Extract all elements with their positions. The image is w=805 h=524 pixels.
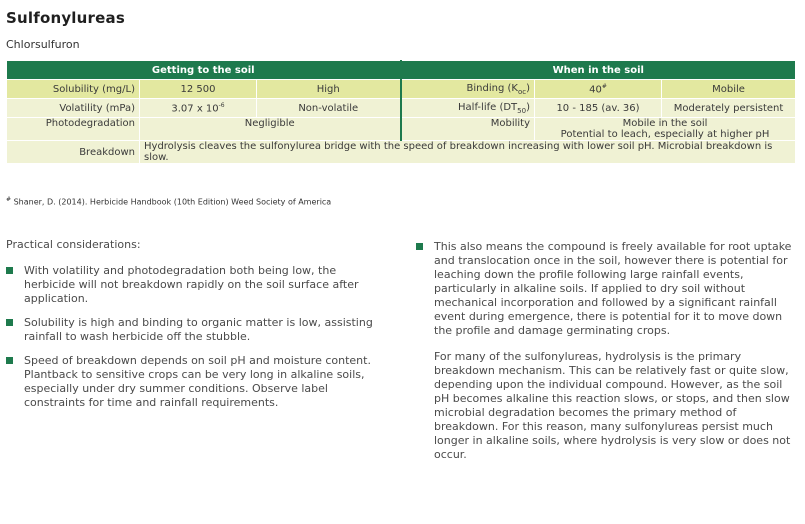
volatility-label: Volatility (mPa) [7,99,140,118]
bullet-square-icon [416,243,423,250]
header-getting-to-soil: Getting to the soil [7,61,401,80]
binding-value: 40# [535,80,662,99]
footnote: # Shaner, D. (2014). Herbicide Handbook (10th Edition) Weed Society of America [6,196,332,207]
header-when-in-soil: When in the soil [401,61,796,80]
solubility-class: High [257,80,401,99]
photodegradation-class: Negligible [140,118,401,141]
bullet-list [6,264,376,410]
bullet-square-icon [6,357,13,364]
bullet-square-icon [6,319,13,326]
breakdown-paragraph: For many of the sulfonylureas, hydrolysis is the primary breakdown mechanism. This can be relatively fast or quite slow, depending upon the individual compound. However, as the soil pH becomes alkaline this reaction slows, or stops, and then slow microbial degradation becomes the primary method of breakdown. For this reason, many sulfonylureas persist much longer in alkaline soils, where hydrolysis is very slow or does not occur. [434,350,791,461]
table-row [7,99,796,118]
binding-class: Mobile [662,80,796,99]
binding-label: Binding $(K_{oc})$ [401,80,535,99]
list-item: Solubility is high and binding to organic matter is low, assisting rainfall to wash herbicide off the stubble. [6,316,376,344]
table-row [7,80,796,99]
table-header-row [7,61,796,80]
breakdown-label: Breakdown [7,141,140,164]
section-heading: Practical considerations: [6,238,141,251]
table-row [7,118,796,141]
volatility-value: 3.07 x $10^{-6}$ [140,99,257,118]
half-life-label: Half-life $(DT_{50})$ [401,99,535,118]
table-row [7,141,796,164]
solubility-label: Solubility (mg/L) [7,80,140,99]
properties-table [6,60,796,164]
half-life-value: 10 - 185 (av. 36) [535,99,662,118]
solubility-value: 12 500 [140,80,257,99]
practical-considerations [6,238,376,420]
mobility-label: Mobility [401,118,535,141]
list-item: With volatility and photodegradation both being low, the herbicide will not breakdown rapidly on the soil surface after application. [6,264,376,306]
mobility-class: Mobile in the soil Potential to leach, especially at higher pH [535,118,796,141]
page-title: Sulfonylureas [6,9,125,27]
compound-name: Chlorsulfuron [6,38,80,51]
right-column [416,240,798,462]
list-item: Speed of breakdown depends on soil pH and moisture content. Plantback to sensitive crops can be very long in alkaline soils, especially under dry summer conditions. Observe label constraints for time and rainfall requirements. [6,354,376,410]
breakdown-value: Hydrolysis cleaves the sulfonylurea bridge with the speed of breakdown increasing with lower soil pH. Microbial breakdown is slow. [140,141,796,164]
half-life-class: Moderately persistent [662,99,796,118]
bullet-list [416,240,798,338]
bullet-square-icon [6,267,13,274]
photodegradation-label: Photodegradation [7,118,140,141]
volatility-class: Non-volatile [257,99,401,118]
list-item: This also means the compound is freely available for root uptake and translocation once in the soil, however there is potential for leaching down the profile following large rainfall events, particularly in alkaline soils. If applied to dry soil without mechanical incorporation and followed by a significant rainfall event during emergence, there is potential for it to move down the profile and damage germinating crops. [416,240,798,338]
